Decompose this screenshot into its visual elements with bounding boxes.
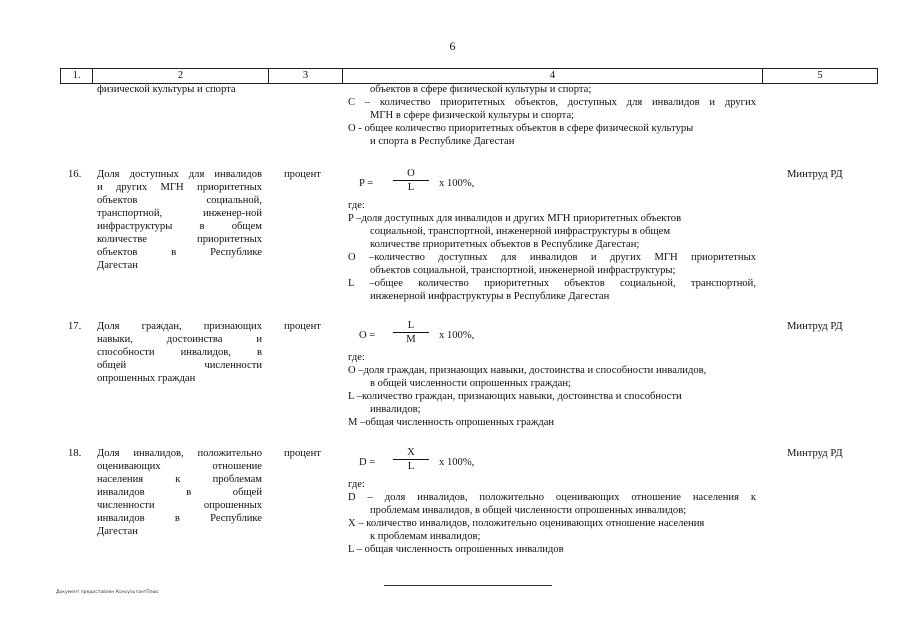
- footer-rule: [384, 585, 552, 586]
- table-header-row: [60, 68, 878, 84]
- responsible-agency: Минтруд РД: [787, 169, 843, 180]
- formula-denominator: M: [406, 334, 416, 345]
- unit-of-measure: процент: [284, 448, 321, 459]
- formula-description: [348, 199, 756, 303]
- description-line: L –количество граждан, признающих навыки, достоинства и способности: [348, 391, 682, 402]
- header-col-2: 2: [92, 69, 268, 83]
- formula-numerator: L: [407, 320, 415, 331]
- name-line: и других МГН приоритетных: [97, 182, 262, 193]
- header-col-4: 4: [342, 69, 762, 83]
- row-number: 17.: [68, 321, 82, 332]
- name-line: количестве приоритетных: [97, 234, 262, 245]
- indicator-name: [97, 320, 262, 385]
- description-line: объектов в сфере физической культуры и спорта;: [370, 84, 592, 95]
- header-col-1: 1.: [60, 69, 92, 83]
- description-line: O –доля граждан, признающих навыки, достоинства и способности инвалидов,: [348, 365, 707, 376]
- row-number: 18.: [68, 448, 82, 459]
- name-line: инвалидов в Республике: [97, 513, 262, 524]
- name-line: инвалидов в общей: [97, 487, 262, 498]
- name-line: транспортной, инженер-ной: [97, 208, 262, 219]
- name-line: численности опрошенных: [97, 500, 262, 511]
- name-line: способности инвалидов, в: [97, 347, 262, 358]
- unit-of-measure: процент: [284, 321, 321, 332]
- description-line: X – количество инвалидов, положительно оценивающих отношение населения: [348, 518, 705, 529]
- formula-lhs: P =: [359, 178, 374, 189]
- description-line: МГН в сфере физической культуры и спорта;: [370, 110, 575, 121]
- name-line: объектов социальной,: [97, 195, 262, 206]
- page-number: 6: [449, 39, 456, 53]
- continuation-description: [348, 83, 756, 148]
- where-label: где:: [348, 352, 365, 363]
- description-line: социальной, транспортной, инженерной инфраструктуры в общем: [370, 226, 671, 237]
- formula-denominator: L: [407, 182, 415, 193]
- description-line: в общей численности опрошенных граждан;: [370, 378, 571, 389]
- responsible-agency: Минтруд РД: [787, 448, 843, 459]
- description-line: О - общее количество приоритетных объектов в сфере физической культуры: [348, 123, 694, 134]
- header-col-3: 3: [268, 69, 342, 83]
- description-line: L –общее количество приоритетных объектов социальной, транспортной,: [348, 278, 756, 289]
- indicator-name: [97, 447, 262, 538]
- name-line: инфраструктуры в общем: [97, 221, 262, 232]
- description-line: к проблемам инвалидов;: [370, 531, 481, 542]
- continuation-name: физической культуры и спорта: [97, 84, 236, 95]
- name-line: навыки, достоинства и: [97, 334, 262, 345]
- indicator-name: [97, 168, 262, 272]
- name-line: оценивающих отношение: [97, 461, 262, 472]
- description-line: P –доля доступных для инвалидов и других МГН приоритетных объектов: [348, 213, 682, 224]
- description-line: L – общая численность опрошенных инвалидов: [348, 544, 564, 555]
- header-col-5: 5: [762, 69, 878, 83]
- formula-lhs: O =: [359, 330, 376, 341]
- name-line: Доля граждан, признающих: [97, 321, 262, 332]
- name-line: Доля инвалидов, положительно: [97, 448, 262, 459]
- description-line: инженерной инфраструктуры в Республике Дагестан: [370, 291, 610, 302]
- unit-of-measure: процент: [284, 169, 321, 180]
- description-line: С – количество приоритетных объектов, доступных для инвалидов и других: [348, 97, 756, 108]
- formula-description: [348, 351, 756, 429]
- description-line: инвалидов;: [370, 404, 421, 415]
- description-line: D – доля инвалидов, положительно оценивающих отношение населения к: [348, 492, 756, 503]
- description-line: проблемам инвалидов, в общей численности опрошенных инвалидов;: [370, 505, 687, 516]
- name-line: Дагестан: [97, 526, 138, 537]
- where-label: где:: [348, 479, 365, 490]
- responsible-agency: Минтруд РД: [787, 321, 843, 332]
- formula-denominator: L: [407, 461, 415, 472]
- description-line: объектов социальной, транспортной, инженерной инфраструктуры;: [370, 265, 676, 276]
- where-label: где:: [348, 200, 365, 211]
- formula-numerator: O: [407, 168, 415, 179]
- formula-description: [348, 478, 756, 556]
- name-line: населения к проблемам: [97, 474, 262, 485]
- formula-rhs: x 100%,: [439, 457, 475, 468]
- formula-numerator: X: [407, 447, 415, 458]
- formula-rhs: x 100%,: [439, 330, 475, 341]
- name-line: объектов в Республике: [97, 247, 262, 258]
- formula-rhs: x 100%,: [439, 178, 475, 189]
- name-line: Дагестан: [97, 260, 138, 271]
- description-line: M –общая численность опрошенных граждан: [348, 417, 555, 428]
- description-line: количестве приоритетных объектов в Республике Дагестан;: [370, 239, 640, 250]
- name-line: общей численности: [97, 360, 262, 371]
- row-number: 16.: [68, 169, 82, 180]
- name-line: опрошенных граждан: [97, 373, 196, 384]
- footer-note: Документ предоставлен КонсультантПлюс: [56, 590, 159, 595]
- description-line: и спорта в Республике Дагестан: [370, 136, 515, 147]
- name-line: Доля доступных для инвалидов: [97, 169, 262, 180]
- description-line: O –количество доступных для инвалидов и других МГН приоритетных: [348, 252, 756, 263]
- formula-lhs: D =: [359, 457, 376, 468]
